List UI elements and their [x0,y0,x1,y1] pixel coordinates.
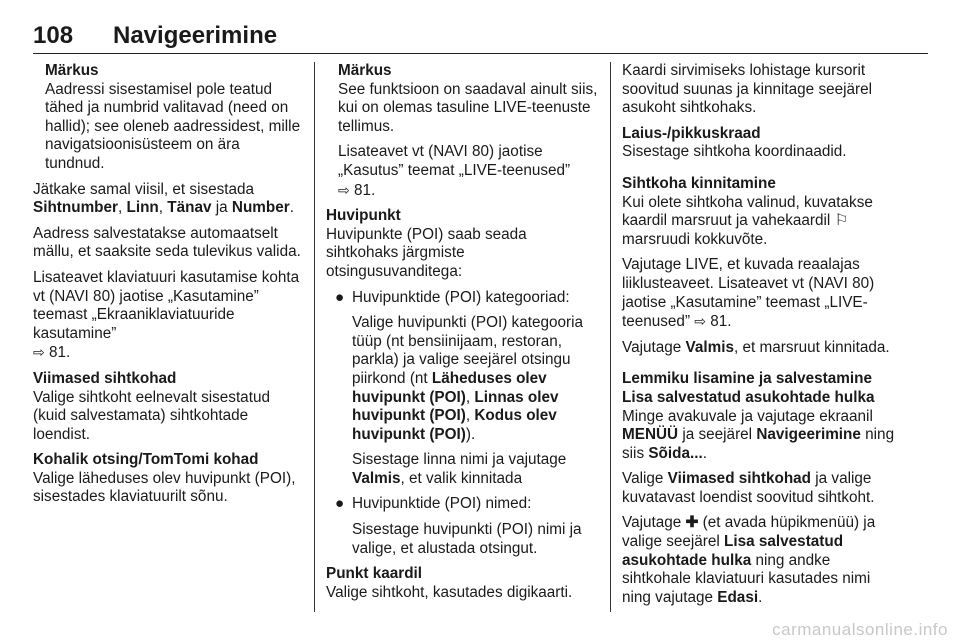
note-box [33,62,303,174]
paragraph: Valige läheduses olev huvipunkt (POI), sisestades klaviatuurilt sõnu. [33,469,296,506]
list-item [326,495,598,558]
text: , et marsruut kinnitada. [734,338,890,356]
text: ja [211,199,232,217]
paragraph [622,470,897,507]
paragraph: Sisestage sihtkoha koordinaadid. [622,143,847,161]
page-ref: 81. [48,344,71,362]
page-header [33,22,928,54]
note-text: See funktsioon on saadaval ainult siis, kui on olemas tasuline LIVE-teenuste tellimus. [338,80,598,135]
option-name: Läheduses olev huvipunkt (POI) [352,369,547,406]
paragraph: Valige sihtkoht, kasutades digikaarti. [326,583,573,601]
ref-arrow-icon: ⇨ [694,313,707,330]
watermark: carmanualsonline.info [772,620,948,639]
flag-icon: ⚐ [834,212,849,230]
text: , [465,407,475,425]
paragraph [352,314,598,444]
text: Valige [622,470,668,488]
ref-arrow-icon: ⇨ [338,181,350,198]
bold-term: Viimased sihtkohad [667,470,812,488]
bold-term: Lisa salvestatud asukohtade hulka [622,533,844,569]
paragraph [33,181,303,218]
section-heading: Viimased sihtkohad [33,369,177,387]
text: Sisestage linna nimi ja vajutage [352,451,567,469]
section-heading: Lemmiku lisamine ja salvestamine [622,370,872,388]
page-ref: 81. [710,313,732,331]
paragraph: Huvipunkte (POI) saab seada sihtkohaks järgmiste otsingusuvanditega: [326,225,527,280]
text: ning siis [622,426,895,462]
section-heading: Kohalik otsing/TomTomi kohad [33,451,259,469]
text: ja seejärel [678,426,757,444]
text: Valige huvipunkti (POI) kategooria tüüp (nt bensiinijaam, restoran, parkla) ja valige seejärel otsingu piirkond (nt [352,314,583,387]
text: . [289,199,294,217]
bullet-icon: ● [335,495,345,513]
option-name: Linnas olev huvipunkt (POI) [352,388,559,425]
bullet-title: Huvipunktide (POI) nimed: [352,495,532,513]
paragraph: Sisestage huvipunkti (POI) nimi ja valige, et alustada otsingut. [352,521,582,557]
paragraph [622,194,897,250]
text: , [117,199,127,217]
paragraph: Valige sihtkoht eelnevalt sisestatud (kuid salvestamata) sihtkohtade loendist. [33,388,270,443]
paragraph [622,408,897,464]
text: Vajutage LIVE, et kuvada reaalajas liiklusteaveet. Lisateavet vt (NAVI 80) jaotise „Kasutamine” teemast „LIVE-teenused” [622,256,875,331]
page-number: 108 [33,22,74,49]
bold-term: Valmis [352,469,401,487]
bold-term: MENÜÜ [622,426,679,444]
note-title: Märkus [45,62,99,79]
bold-term: Edasi [717,588,759,606]
note-text [338,143,598,200]
paragraph: Kaardi sirvimiseks lohistage kursorit soovitud suunas ja kinnitage seejärel asukoht sihtkohaks. [622,62,873,117]
text: Vajutage [622,514,686,532]
section-heading: Huvipunkt [326,207,401,225]
plus-icon: ✚ [685,514,699,532]
paragraph [622,514,897,607]
section-heading: Laius-/pikkuskraad [622,124,761,142]
text: , [465,388,475,406]
bold-term: Sõida... [648,444,703,462]
paragraph: Aadress salvestatakse automaatselt mällu, et saaksite seda tulevikus valida. [33,224,301,261]
option-name: Kodus olev huvipunkt (POI) [352,407,557,443]
text: ). [465,425,476,443]
text: ja valige kuvatavast loendist soovitud sihtkoht. [622,470,875,506]
chapter-title: Navigeerimine [113,22,278,49]
list-item [326,289,598,489]
text: . [758,588,763,606]
text: , [158,199,168,217]
column-divider [314,62,315,612]
text: , et valik kinnitada [400,469,523,487]
text: Kui olete sihtkoha valinud, kuvatakse kaardil marsruut ja vahekaardil [622,193,873,230]
text: Lisateavet klaviatuuri kasutamise kohta vt (NAVI 80) jaotise „Kasutamine” teemast „Ekraaniklaviatuuride kasutamine” [33,268,300,342]
note-title: Märkus [338,62,392,79]
column-1 [33,62,303,622]
bold-term: Valmis [685,338,734,356]
page-ref: 81. [353,181,376,199]
paragraph [33,269,303,363]
text: Lisateavet vt (NAVI 80) jaotise „Kasutus” teemat „LIVE-teenused” [338,143,571,179]
column-2 [326,62,598,622]
text: . [702,444,708,462]
paragraph [622,256,897,331]
bold-term: Navigeerimine [756,426,861,444]
bold-term: Number [231,199,290,217]
column-3 [622,62,897,622]
bold-term: Sihtnumber [33,199,118,217]
column-divider [610,62,611,612]
text: Minge avakuvale ja vajutage ekraanil [622,407,873,425]
bullet-icon: ● [335,288,345,306]
section-heading: Punkt kaardil [326,565,423,583]
text: Vajutage [622,338,686,356]
section-heading: Sihtkoha kinnitamine [622,174,776,192]
bullet-title: Huvipunktide (POI) kategooriad: [352,288,570,306]
paragraph [622,339,897,358]
sub-heading: Lisa salvestatud asukohtade hulka [622,388,875,406]
bold-term: Linn [126,199,159,217]
text: Jätkake samal viisil, et sisestada [33,180,255,198]
text: ning andke sihtkohale klaviatuuri kasutades nimi ning vajutage [622,551,871,606]
ref-arrow-icon: ⇨ [33,344,45,361]
note-text: Aadressi sisestamisel pole teatud tähed ja numbrid valitavad (need on hallid); see oleneb aadressidest, mille navigatsioonisüsteem on ära tundnud. [45,80,301,172]
text: marsruudi kokkuvõte. [622,230,768,248]
bold-term: Tänav [167,199,212,217]
text: (et avada hüpikmenüü) ja valige seejärel [622,514,876,551]
note-box [326,62,598,200]
paragraph [352,451,598,488]
